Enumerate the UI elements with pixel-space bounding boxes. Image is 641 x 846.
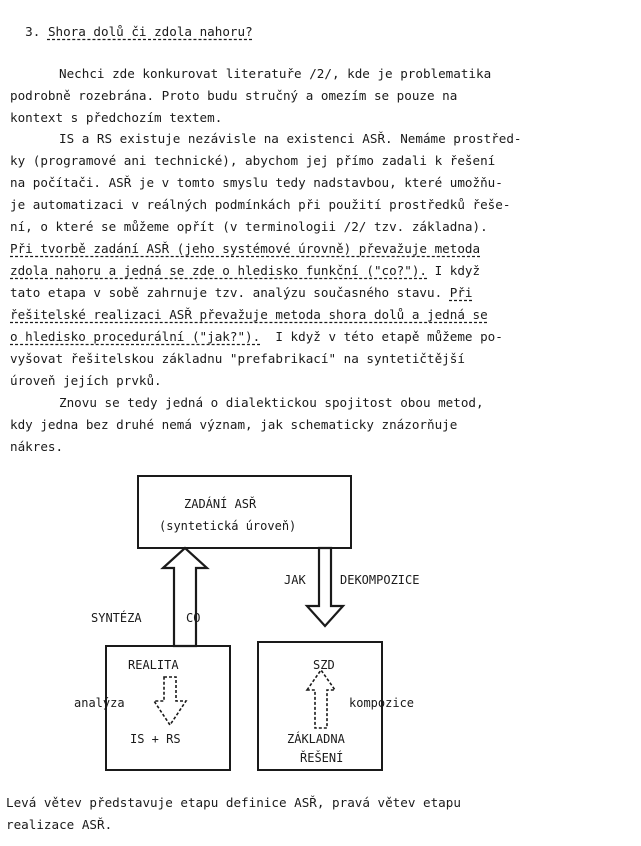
left-box-bottom: IS + RS <box>130 732 181 746</box>
left-box-top: REALITA <box>128 658 179 672</box>
label-composition: kompozice <box>349 696 415 710</box>
top-box-line-2: (syntetická úroveň) <box>159 519 297 533</box>
top-box-line-1: ZADÁNÍ ASŘ <box>184 497 257 511</box>
label-jak: JAK <box>284 573 306 587</box>
p2-line-9: řešitelské realizaci ASŘ převažuje metoda shora dolů a jedná se <box>10 307 488 322</box>
right-box-bottom-1: ZÁKLADNA <box>287 732 345 746</box>
p3-line-3: nákres. <box>10 439 64 454</box>
decomposition-arrow <box>307 548 343 626</box>
label-co: CO <box>186 611 201 625</box>
p3-line-1: Znovu se tedy jedná o dialektickou spojitost obou metod, <box>59 395 484 410</box>
p2-line-12: úroveň jejích prvků. <box>10 373 162 388</box>
p2-line-7-underlined: zdola nahoru a jedná se zde o hledisko funkční ("co?"). <box>10 263 428 278</box>
synthesis-arrow <box>163 548 207 646</box>
p2-line-3: na počítači. ASŘ je v tomto smyslu tedy nadstavbou, které umožňu- <box>10 175 503 190</box>
section-number: 3. <box>25 23 41 39</box>
right-box-top: SZD <box>313 658 335 672</box>
label-analysis: analýza <box>74 696 125 710</box>
p2-line-10-rest: I když v této etapě můžeme po- <box>260 329 503 344</box>
p1-line-3: kontext s předchozím textem. <box>10 110 223 125</box>
p2-line-7-rest: I když <box>427 263 481 278</box>
caption-line-1: Levá větev představuje etapu definice ASŘ, pravá větev etapu <box>6 795 461 810</box>
section-title: Shora dolů či zdola nahoru? <box>47 23 253 39</box>
caption-line-2: realizace ASŘ. <box>6 817 113 832</box>
p2-line-1: IS a RS existuje nezávisle na existenci ASŘ. Nemáme prostřed- <box>59 131 522 146</box>
p2-line-11: vyšovat řešitelskou základnu "prefabrikací" na syntetičtější <box>10 351 465 366</box>
label-decomposition: DEKOMPOZICE <box>340 573 420 587</box>
p2-line-8-underlined: Při <box>449 285 473 300</box>
label-synthesis: SYNTÉZA <box>91 611 142 625</box>
p2-line-8-plain: tato etapa v sobě zahrnuje tzv. analýzu současného stavu. <box>10 285 450 300</box>
right-box-bottom-2: ŘEŠENÍ <box>300 751 344 765</box>
p3-line-2: kdy jedna bez druhé nemá význam, jak schematicky znázorňuje <box>10 417 458 432</box>
p2-line-10-underlined: o hledisko procedurální ("jak?"). <box>10 329 261 344</box>
p2-line-5: ní, o které se můžeme opřít (v terminologii /2/ tzv. základna). <box>10 219 488 234</box>
top-box <box>137 475 352 549</box>
p1-line-1: Nechci zde konkurovat literatuře /2/, kde je problematika <box>59 66 492 81</box>
p2-line-2: ky (programové ani technické), abychom jej přímo zadali k řešení <box>10 153 496 168</box>
p1-line-2: podrobně rozebrána. Proto budu stručný a omezím se pouze na <box>10 88 458 103</box>
p2-line-4: je automatizaci v reálných podmínkách při použití prostředků řeše- <box>10 197 511 212</box>
p2-line-6: Při tvorbě zadání ASŘ (jeho systémové úrovně) převažuje metoda <box>10 241 481 256</box>
